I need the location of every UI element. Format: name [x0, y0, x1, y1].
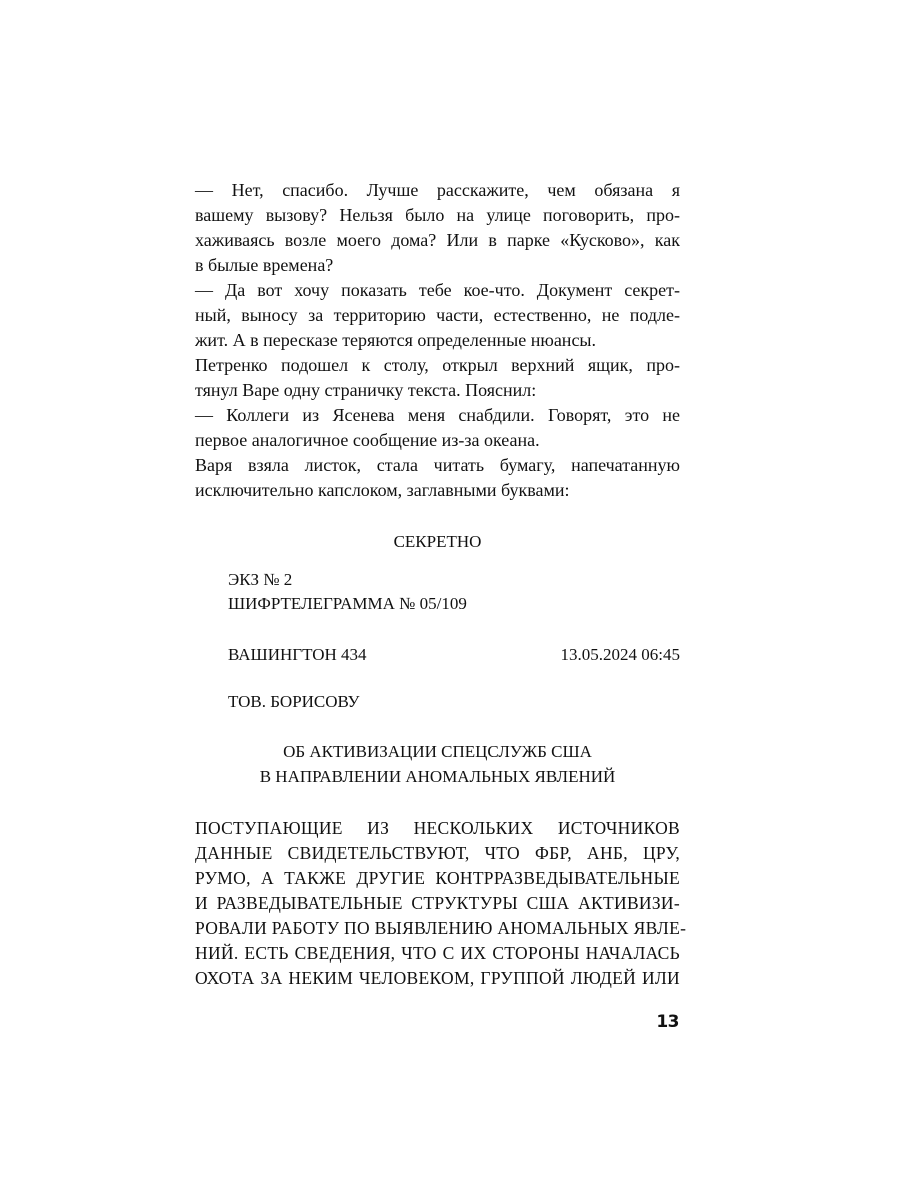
document-body-line: ПОСТУПАЮЩИЕ ИЗ НЕСКОЛЬКИХ ИСТОЧНИКОВ [195, 818, 680, 838]
subject-line: ОБ АКТИВИЗАЦИИ СПЕЦСЛУЖБ США [283, 742, 592, 761]
narrative-line: в былые времена? [195, 255, 334, 275]
narrative-line: — Нет, спасибо. Лучше расскажите, чем обязана я [195, 180, 680, 200]
narrative-line: исключительно капслоком, заглавными буквами: [195, 480, 570, 500]
narrative-line: вашему вызову? Нельзя было на улице поговорить, про- [195, 205, 680, 225]
page-number: 13 [656, 1012, 679, 1032]
narrative-line: жит. А в пересказе теряются определенные нюансы. [195, 330, 597, 350]
document-body-line: РУМО, А ТАКЖЕ ДРУГИЕ КОНТРРАЗВЕДЫВАТЕЛЬНЫЕ [195, 868, 680, 888]
narrative-line: хаживаясь возле моего дома? Или в парке «Кусково», как [195, 230, 680, 250]
narrative-line: — Да вот хочу показать тебе кое-что. Документ секрет- [195, 280, 680, 300]
narrative-line: Варя взяла листок, стала читать бумагу, напечатанную [195, 455, 680, 475]
document-body-line: ДАННЫЕ СВИДЕТЕЛЬСТВУЮТ, ЧТО ФБР, АНБ, ЦРУ, [195, 843, 680, 863]
narrative-line: Петренко подошел к столу, открыл верхний ящик, про- [195, 355, 680, 375]
classification-heading: СЕКРЕТНО [393, 532, 482, 551]
datetime-label: 13.05.2024 06:45 [560, 645, 680, 664]
narrative-line: ный, выносу за территорию части, естественно, не подле- [195, 305, 680, 325]
narrative-line: — Коллеги из Ясенева меня снабдили. Говорят, это не [195, 405, 680, 425]
addressee: ТОВ. БОРИСОВУ [228, 692, 360, 711]
origin-label: ВАШИНГТОН 434 [228, 645, 367, 664]
narrative-line: первое аналогичное сообщение из-за океана. [195, 430, 540, 450]
telegram-number: ШИФРТЕЛЕГРАММА № 05/109 [228, 594, 467, 613]
document-body-line: НИЙ. ЕСТЬ СВЕДЕНИЯ, ЧТО С ИХ СТОРОНЫ НАЧАЛАСЬ [195, 943, 680, 963]
document-body-line: И РАЗВЕДЫВАТЕЛЬНЫЕ СТРУКТУРЫ США АКТИВИЗИ- [195, 893, 680, 913]
document-body-line: ОХОТА ЗА НЕКИМ ЧЕЛОВЕКОМ, ГРУППОЙ ЛЮДЕЙ ИЛИ [195, 968, 680, 988]
narrative-line: тянул Варе одну страничку текста. Пояснил: [195, 380, 537, 400]
document-body-line: РОВАЛИ РАБОТУ ПО ВЫЯВЛЕНИЮ АНОМАЛЬНЫХ ЯВЛЕ- [195, 918, 687, 938]
subject-line: В НАПРАВЛЕНИИ АНОМАЛЬНЫХ ЯВЛЕНИЙ [259, 767, 616, 786]
copy-number: ЭКЗ № 2 [228, 570, 293, 589]
